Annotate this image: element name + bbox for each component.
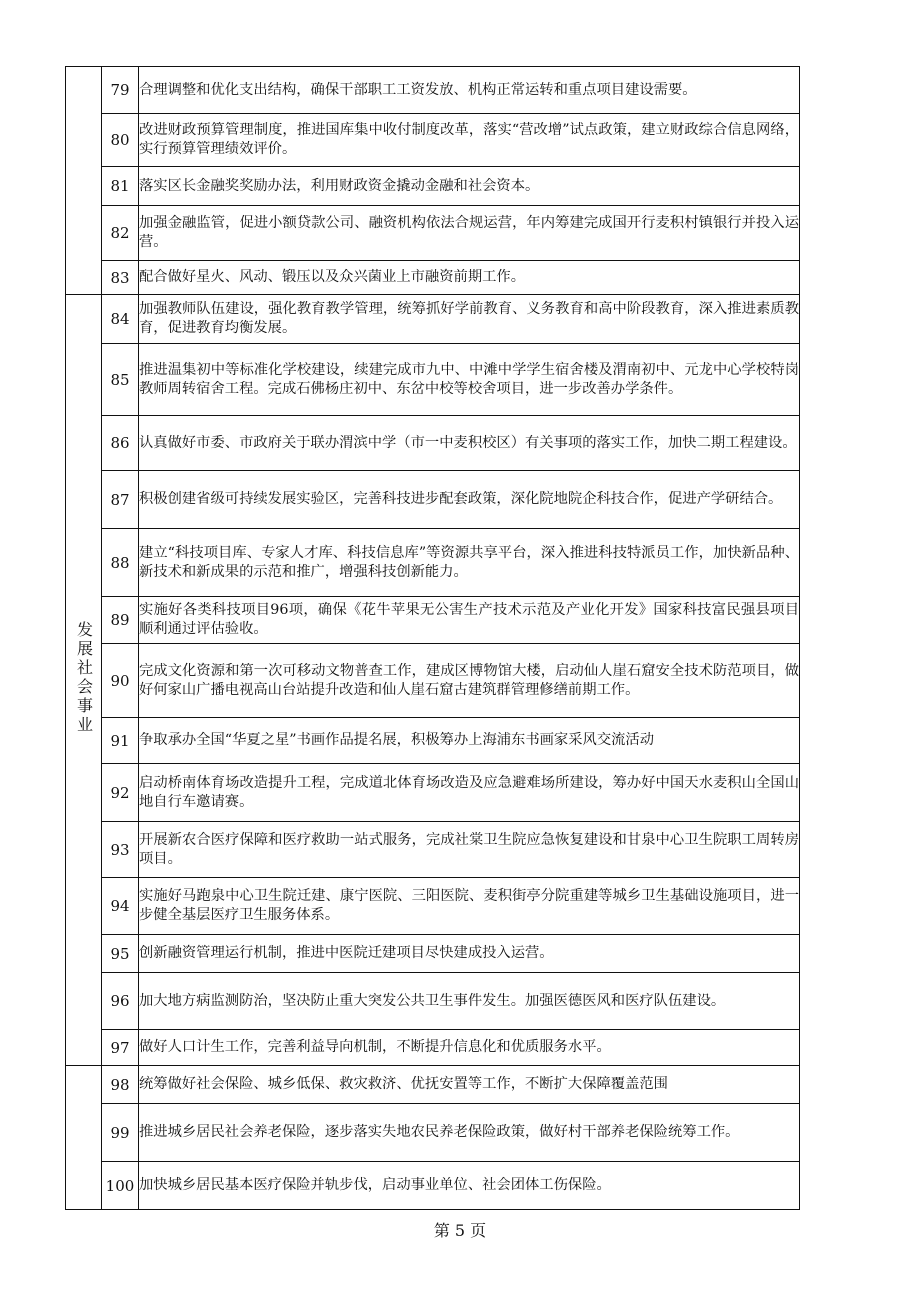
table-row: [66, 261, 800, 295]
row-number: 93: [102, 822, 139, 878]
table-row: [66, 1104, 800, 1162]
table-row: [66, 644, 800, 718]
table-row: [66, 973, 800, 1030]
table-row: [66, 597, 800, 644]
category-cell-security: [66, 1066, 102, 1210]
row-number: 86: [102, 416, 139, 471]
row-text: 认真做好市委、市政府关于联办渭滨中学（市一中麦积校区）有关事项的落实工作，加快二期工程建设。: [139, 416, 800, 471]
table-row: [66, 1066, 800, 1104]
table-row: [66, 206, 800, 261]
row-text: 建立“科技项目库、专家人才库、科技信息库”等资源共享平台，深入推进科技特派员工作，加快新品种、新技术和新成果的示范和推广，增强科技创新能力。: [139, 529, 800, 597]
tasks-table: [65, 66, 800, 1210]
row-number: 81: [102, 167, 139, 206]
category-cell-social: [66, 295, 102, 1066]
row-number: 79: [102, 67, 139, 114]
row-text: 启动桥南体育场改造提升工程，完成道北体育场改造及应急避难场所建设，筹办好中国天水麦积山全国山地自行车邀请赛。: [139, 764, 800, 822]
row-number: 83: [102, 261, 139, 295]
table-row: [66, 167, 800, 206]
page-number: 第 5 页: [433, 1221, 487, 1240]
row-number: 84: [102, 295, 139, 344]
row-number: 87: [102, 471, 139, 529]
table-row: [66, 822, 800, 878]
table-row: [66, 1162, 800, 1210]
row-number: 89: [102, 597, 139, 644]
table-row: [66, 935, 800, 973]
row-text: 创新融资管理运行机制，推进中医院迁建项目尽快建成投入运营。: [139, 935, 800, 973]
row-number: 99: [102, 1104, 139, 1162]
row-text: 推进温集初中等标准化学校建设，续建完成市九中、中滩中学学生宿舍楼及渭南初中、元龙中心学校特岗教师周转宿舍工程。完成石佛杨庄初中、东岔中校等校舍项目，进一步改善办学条件。: [139, 344, 800, 416]
row-number: 100: [102, 1162, 139, 1210]
table-row: [66, 416, 800, 471]
row-text: 争取承办全国“华夏之星”书画作品提名展，积极筹办上海浦东书画家采风交流活动: [139, 718, 800, 764]
row-number: 85: [102, 344, 139, 416]
row-text: 配合做好星火、风动、锻压以及众兴菌业上市融资前期工作。: [139, 261, 800, 295]
row-text: 加强教师队伍建设，强化教育教学管理，统筹抓好学前教育、义务教育和高中阶段教育，深入推进素质教育，促进教育均衡发展。: [139, 295, 800, 344]
row-text: 开展新农合医疗保障和医疗救助一站式服务，完成社棠卫生院应急恢复建设和甘泉中心卫生院职工周转房项目。: [139, 822, 800, 878]
row-number: 82: [102, 206, 139, 261]
row-number: 95: [102, 935, 139, 973]
row-text: 实施好马跑泉中心卫生院迁建、康宁医院、三阳医院、麦积街亭分院重建等城乡卫生基础设施项目，进一步健全基层医疗卫生服务体系。: [139, 878, 800, 935]
row-text: 推进城乡居民社会养老保险，逐步落实失地农民养老保险政策，做好村干部养老保险统筹工作。: [139, 1104, 800, 1162]
table-row: [66, 344, 800, 416]
row-text: 落实区长金融奖奖励办法，利用财政资金撬动金融和社会资本。: [139, 167, 800, 206]
row-number: 92: [102, 764, 139, 822]
row-text: 合理调整和优化支出结构，确保干部职工工资发放、机构正常运转和重点项目建设需要。: [139, 67, 800, 114]
table-row: [66, 764, 800, 822]
row-text: 完成文化资源和第一次可移动文物普查工作，建成区博物馆大楼，启动仙人崖石窟安全技术防范项目，做好何家山广播电视高山台站提升改造和仙人崖石窟古建筑群管理修缮前期工作。: [139, 644, 800, 718]
row-text: 加快城乡居民基本医疗保险并轨步伐，启动事业单位、社会团体工伤保险。: [139, 1162, 800, 1210]
row-text: 统筹做好社会保险、城乡低保、救灾救济、优抚安置等工作，不断扩大保障覆盖范围: [139, 1066, 800, 1104]
row-number: 91: [102, 718, 139, 764]
row-text: 做好人口计生工作，完善利益导向机制，不断提升信息化和优质服务水平。: [139, 1030, 800, 1066]
table-row: [66, 718, 800, 764]
table-row: [66, 295, 800, 344]
table-row: [66, 529, 800, 597]
table-row: [66, 471, 800, 529]
row-number: 97: [102, 1030, 139, 1066]
row-number: 94: [102, 878, 139, 935]
row-text: 积极创建省级可持续发展实验区，完善科技进步配套政策，深化院地院企科技合作，促进产学研结合。: [139, 471, 800, 529]
row-text: 改进财政预算管理制度，推进国库集中收付制度改革，落实“营改增”试点政策，建立财政综合信息网络，实行预算管理绩效评价。: [139, 114, 800, 167]
row-text: 加强金融监管，促进小额贷款公司、融资机构依法合规运营，年内筹建完成国开行麦积村镇银行并投入运营。: [139, 206, 800, 261]
row-text: 加大地方病监测防治，坚决防止重大突发公共卫生事件发生。加强医德医风和医疗队伍建设。: [139, 973, 800, 1030]
table-row: [66, 67, 800, 114]
row-number: 98: [102, 1066, 139, 1104]
row-number: 88: [102, 529, 139, 597]
row-text: 实施好各类科技项目96项，确保《花牛苹果无公害生产技术示范及产业化开发》国家科技富民强县项目顺利通过评估验收。: [139, 597, 800, 644]
table-row: [66, 1030, 800, 1066]
row-number: 96: [102, 973, 139, 1030]
table-row: [66, 114, 800, 167]
row-number: 90: [102, 644, 139, 718]
table-row: [66, 878, 800, 935]
row-number: 80: [102, 114, 139, 167]
category-cell-finance: [66, 67, 102, 295]
category-label: 发展社会事业: [74, 621, 94, 735]
